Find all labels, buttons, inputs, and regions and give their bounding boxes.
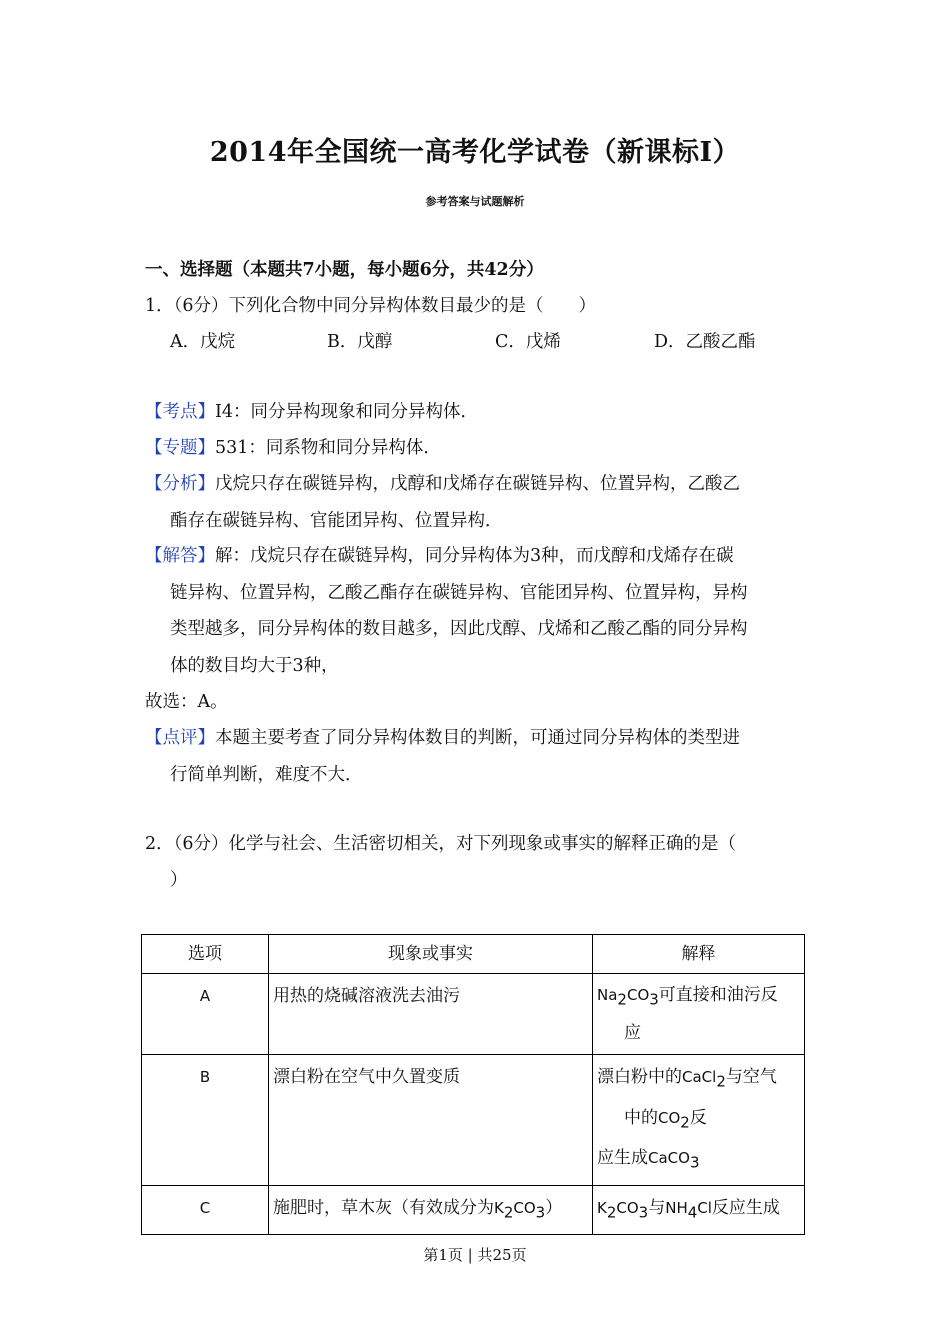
question-2-stem-2: ）	[170, 870, 188, 890]
formula-text: CO	[658, 1108, 681, 1127]
zhuanti-tag: 【专题】	[145, 438, 215, 458]
kaodian-line	[145, 398, 478, 423]
formula-text: K	[597, 1198, 607, 1217]
fact-text: 施肥时，草木灰（有效成分为	[273, 1197, 494, 1218]
answer-line: 故选：A。	[145, 692, 228, 712]
kaodian-tag: 【考点】	[145, 402, 215, 422]
table-header-option: 选项	[142, 935, 269, 974]
explanation-line-3	[597, 1140, 800, 1180]
answer-table	[141, 934, 805, 1235]
question-2-stem-1: 2．（6分）化学与社会、生活密切相关，对下列现象或事实的解释正确的是（	[145, 834, 737, 854]
formula-subscript: 2	[617, 990, 627, 1009]
formula-text: K	[494, 1198, 504, 1217]
fenxi-text-2: 酯存在碳链异构、官能团异构、位置异构．	[170, 511, 503, 531]
fenxi-text-1: 戊烷只存在碳链异构，戊醇和戊烯存在碳链异构、位置异构，乙酸乙	[215, 474, 740, 494]
formula-text: CO	[626, 986, 650, 1004]
jieda-text-1: 解：戊烷只存在碳链异构，同分异构体为3种，而戊醇和戊烯存在碳	[215, 546, 734, 566]
formula-subscript: 3	[535, 1202, 546, 1221]
formula-subscript: 2	[680, 1113, 690, 1132]
section-heading: 一、选择题（本题共7小题，每小题6分，共42分）	[145, 260, 544, 280]
dianping-tag: 【点评】	[145, 728, 215, 748]
table-cell-option: C	[142, 1185, 269, 1234]
table-cell-fact: 用热的烧碱溶液洗去油污	[269, 974, 593, 1055]
jieda-tag: 【解答】	[145, 546, 215, 566]
option-b: B．戊醇	[327, 332, 393, 352]
dianping-line-1	[145, 724, 740, 749]
page-footer: 第1页 | 共25页	[423, 1246, 527, 1264]
table-row	[142, 974, 805, 1055]
table-row	[142, 1185, 805, 1234]
table-header-row	[142, 935, 805, 974]
formula-subscript: 2	[503, 1202, 514, 1221]
table-cell-fact: 漂白粉在空气中久置变质	[269, 1055, 593, 1185]
explanation-text: 应生成	[597, 1148, 648, 1169]
explanation-text: 与空气	[725, 1067, 777, 1088]
formula-text: CaCl	[682, 1068, 717, 1087]
table-cell-explanation	[593, 1185, 805, 1234]
dianping-text-1: 本题主要考查了同分异构体数目的判断，可通过同分异构体的类型进	[215, 728, 740, 748]
explanation-text: 反应生成	[711, 1197, 780, 1218]
table-cell-option: A	[142, 974, 269, 1055]
table-cell-explanation	[593, 974, 805, 1055]
fenxi-tag: 【分析】	[145, 474, 215, 494]
explanation-line-2	[597, 1100, 800, 1140]
zhuanti-text: 531：同系物和同分异构体．	[215, 438, 441, 458]
jieda-text-4: 体的数目均大于3种，	[170, 656, 339, 676]
formula-text: Cl	[697, 1198, 712, 1217]
table-header-fact: 现象或事实	[269, 935, 593, 974]
formula-text: CO	[513, 1198, 536, 1217]
question-1-stem: 1．（6分）下列化合物中同分异构体数目最少的是（ ）	[145, 296, 597, 316]
fenxi-line-1	[145, 470, 740, 495]
explanation-text: 与	[648, 1197, 666, 1218]
explanation-text: 漂白粉中的	[597, 1067, 682, 1088]
jieda-text-3: 类型越多，同分异构体的数目越多，因此戊醇、戊烯和乙酸乙酯的同分异构	[170, 619, 748, 639]
explanation-text: 可直接和油污反	[658, 985, 778, 1005]
formula-subscript: 2	[716, 1072, 726, 1091]
option-c: C．戊烯	[495, 332, 561, 352]
dianping-text-2: 行简单判断，难度不大．	[170, 765, 363, 785]
kaodian-text: I4：同分异构现象和同分异构体．	[215, 402, 479, 422]
option-a: A．戊烷	[170, 332, 236, 352]
explanation-text: 反	[689, 1107, 707, 1128]
table-header-explanation: 解释	[593, 935, 805, 974]
formula-text: CaCO	[648, 1149, 690, 1168]
zhuanti-line	[145, 434, 441, 459]
jieda-line-1	[145, 542, 734, 567]
page-subtitle: 参考答案与试题解析	[425, 195, 525, 208]
option-d: D．乙酸乙酯	[654, 332, 756, 352]
page-title: 2014年全国统一高考化学试卷（新课标Ⅰ）	[209, 137, 741, 168]
formula-subscript: 3	[689, 1153, 700, 1172]
formula-subscript: 2	[606, 1202, 617, 1221]
explanation-text: 应	[624, 1023, 641, 1044]
explanation-text: 中的	[624, 1107, 658, 1128]
table-row	[142, 1055, 805, 1185]
formula-subscript: 3	[638, 1202, 649, 1221]
table-cell-option: B	[142, 1055, 269, 1185]
jieda-text-2: 链异构、位置异构，乙酸乙酯存在碳链异构、官能团异构、位置异构，异构	[170, 583, 748, 603]
table-cell-fact	[269, 1185, 593, 1234]
formula-subscript: 4	[687, 1202, 698, 1221]
formula-text: NH	[665, 1198, 688, 1217]
table-cell-explanation	[593, 1055, 805, 1185]
formula-text: CO	[616, 1198, 639, 1217]
formula-subscript: 3	[649, 990, 659, 1009]
fact-text: ）	[545, 1197, 563, 1218]
formula-text: Na	[597, 986, 618, 1004]
